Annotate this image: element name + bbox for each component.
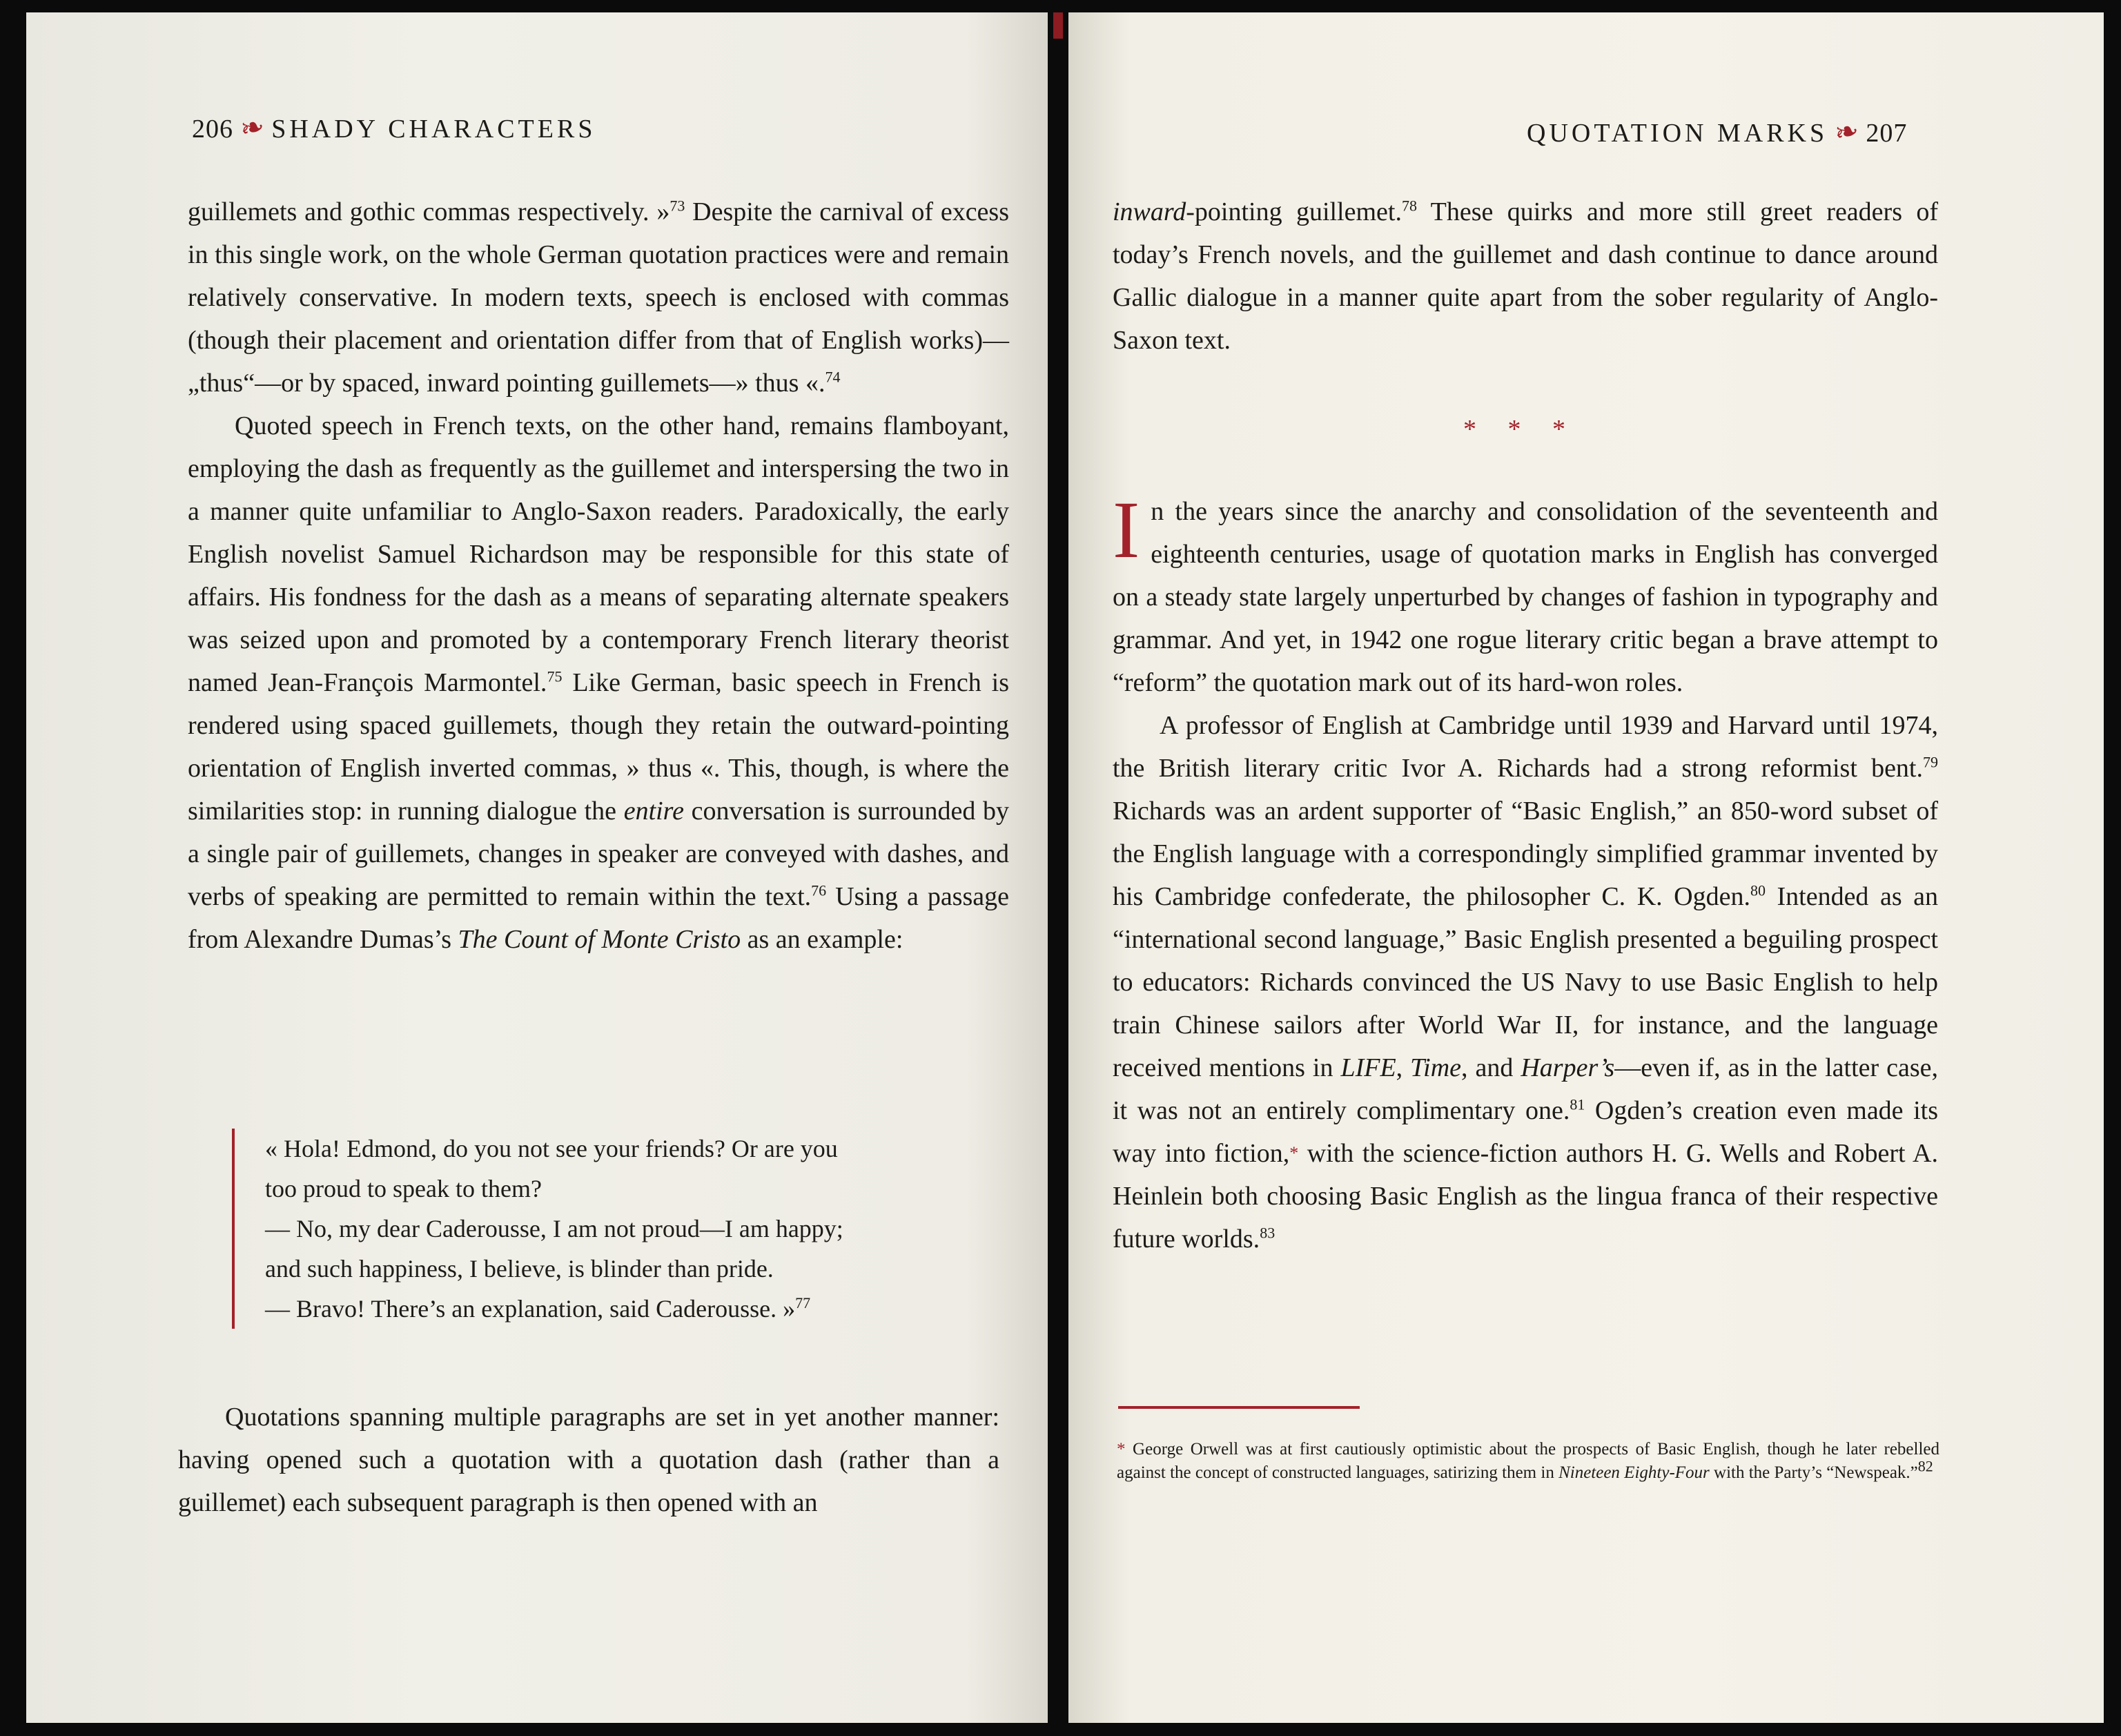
paragraph: inward-pointing guillemet.$^{78}$ These quirks and more still greet readers of today’s French novels, and the guillemet and dash continue to dance around Gallic dialogue in a manner quite apart from the sober regularity of Anglo-Saxon text. bbox=[1113, 197, 1938, 355]
quote-line: too proud to speak to them? bbox=[265, 1175, 542, 1202]
left-body-text bbox=[188, 191, 1009, 961]
left-running-head bbox=[192, 110, 596, 145]
paragraph: In the years since the anarchy and consolidation of the seventeenth and eighteenth centuries, usage of quotation marks in English has converged on a steady state largely unperturbed by changes of fashion in typography and grammar. And yet, in 1942 one rogue literary critic began a brave attempt to “reform” the quotation mark out of its hard-won roles. bbox=[1113, 485, 1938, 697]
paragraph: Quoted speech in French texts, on the other hand, remains flamboyant, employing the dash as frequently as the guillemet and interspersing the two in a manner quite unfamiliar to Anglo-Saxon readers. Paradoxically, the early English novelist Samuel Richardson may be responsible for this state of affairs. His fondness for the dash as a means of separating alternate speakers was seized upon and promoted by a contemporary French literary theorist named Jean-François Marmontel.$^{75}$ Like German, basic speech in French is rendered using spaced guillemets, though they retain the outward-pointing orientation of English inverted commas, » thus «. This, though, is where the similarities stop: in running dialogue the entire conversation is surrounded by a single pair of guillemets, changes in speaker are conveyed with dashes, and verbs of speaking are permitted to remain within the text.$^{76}$ Using a passage from Alexandre Dumas’s The Count of Monte Cristo as an example: bbox=[188, 411, 1009, 954]
chapter-title: QUOTATION MARKS bbox=[1527, 119, 1828, 148]
left-body-text-continued bbox=[178, 1396, 999, 1524]
footnote-rule bbox=[1118, 1406, 1360, 1409]
note-ref: 73 bbox=[669, 197, 685, 215]
fleuron-ornament-icon: ❧ bbox=[237, 110, 268, 147]
fleuron-ornament-icon: ❧ bbox=[1831, 114, 1862, 151]
note-ref: 82 bbox=[1917, 1457, 1933, 1475]
quote-line: « Hola! Edmond, do you not see your friends? Or are you bbox=[265, 1135, 838, 1162]
note-ref: 74 bbox=[825, 368, 841, 386]
page-number-left: 206 bbox=[192, 115, 233, 144]
book-gutter bbox=[1048, 0, 1068, 1736]
quote-line: — Bravo! There’s an explanation, said Caderousse. »$^{77}$ bbox=[265, 1294, 811, 1323]
quote-line: and such happiness, I believe, is blinder than pride. bbox=[265, 1255, 774, 1283]
drop-cap: I bbox=[1113, 485, 1140, 575]
right-body-text-section bbox=[1113, 485, 1939, 1260]
ribbon-bookmark bbox=[1053, 12, 1063, 39]
quote-line: — No, my dear Caderousse, I am not proud—I am happy; bbox=[265, 1215, 843, 1242]
paragraph: guillemets and gothic commas respectively. »$^{73}$ Despite the carnival of excess in this single work, on the whole German quotation practices were and remain relatively conservative. In modern texts, speech is enclosed with commas (though their placement and orientation differ from that of English works)—„thus“—or by spaced, inward pointing guillemets—» thus «.$^{74}$ bbox=[188, 197, 1010, 398]
book-title: SHADY CHARACTERS bbox=[271, 115, 596, 144]
note-ref: 79 bbox=[1923, 753, 1938, 771]
footnote: * George Orwell was at first cautiously optimistic about the prospects of Basic English, though he later rebelled against the concept of constructed languages, satirizing them in Nineteen Eighty-Four with the Party’s “Newspeak.”$^{82}$ bbox=[1117, 1440, 1939, 1482]
note-ref: 81 bbox=[1570, 1095, 1585, 1113]
right-body-text bbox=[1113, 191, 1938, 362]
note-ref: 76 bbox=[811, 881, 827, 899]
block-quote bbox=[232, 1129, 990, 1329]
page-number-right: 207 bbox=[1866, 119, 1908, 148]
note-ref: 75 bbox=[547, 667, 563, 685]
paragraph: Quotations spanning multiple paragraphs are set in yet another manner: having opened such a quotation with a quotation dash (rather than a guillemet) each subsequent paragraph is then opened with an bbox=[178, 1403, 999, 1517]
section-break-asterisks: * * * bbox=[1463, 415, 1578, 444]
note-ref: 78 bbox=[1401, 197, 1417, 215]
paragraph: A professor of English at Cambridge until 1939 and Harvard until 1974, the British literary critic Ivor A. Richards had a strong reformist bent.$^{79}$ Richards was an ardent supporter of “Basic English,” an 850-word subset of the English language with a correspondingly simplified grammar invented by his Cambridge confederate, the philosopher C. K. Ogden.$^{80}$ Intended as an “international second language,” Basic English presented a beguiling prospect to educators: Richards convinced the US Navy to use Basic English to help train Chinese sailors after World War II, for instance, and the language received mentions in LIFE, Time, and Harper’s—even if, as in the latter case, it was not an entirely complimentary one.$^{81}$ Ogden’s creation even made its way into fiction,* with the science-fiction authors H. G. Wells and Robert A. Heinlein both choosing Basic English as the lingua franca of their respective future worlds.$^{83}$ bbox=[1113, 711, 1939, 1254]
note-ref: 80 bbox=[1750, 881, 1766, 899]
footnote-marker: * bbox=[1289, 1143, 1299, 1163]
footnote-marker: * bbox=[1117, 1440, 1126, 1459]
right-running-head bbox=[1527, 115, 1907, 149]
note-ref: 83 bbox=[1260, 1224, 1275, 1242]
note-ref: 77 bbox=[795, 1294, 811, 1311]
